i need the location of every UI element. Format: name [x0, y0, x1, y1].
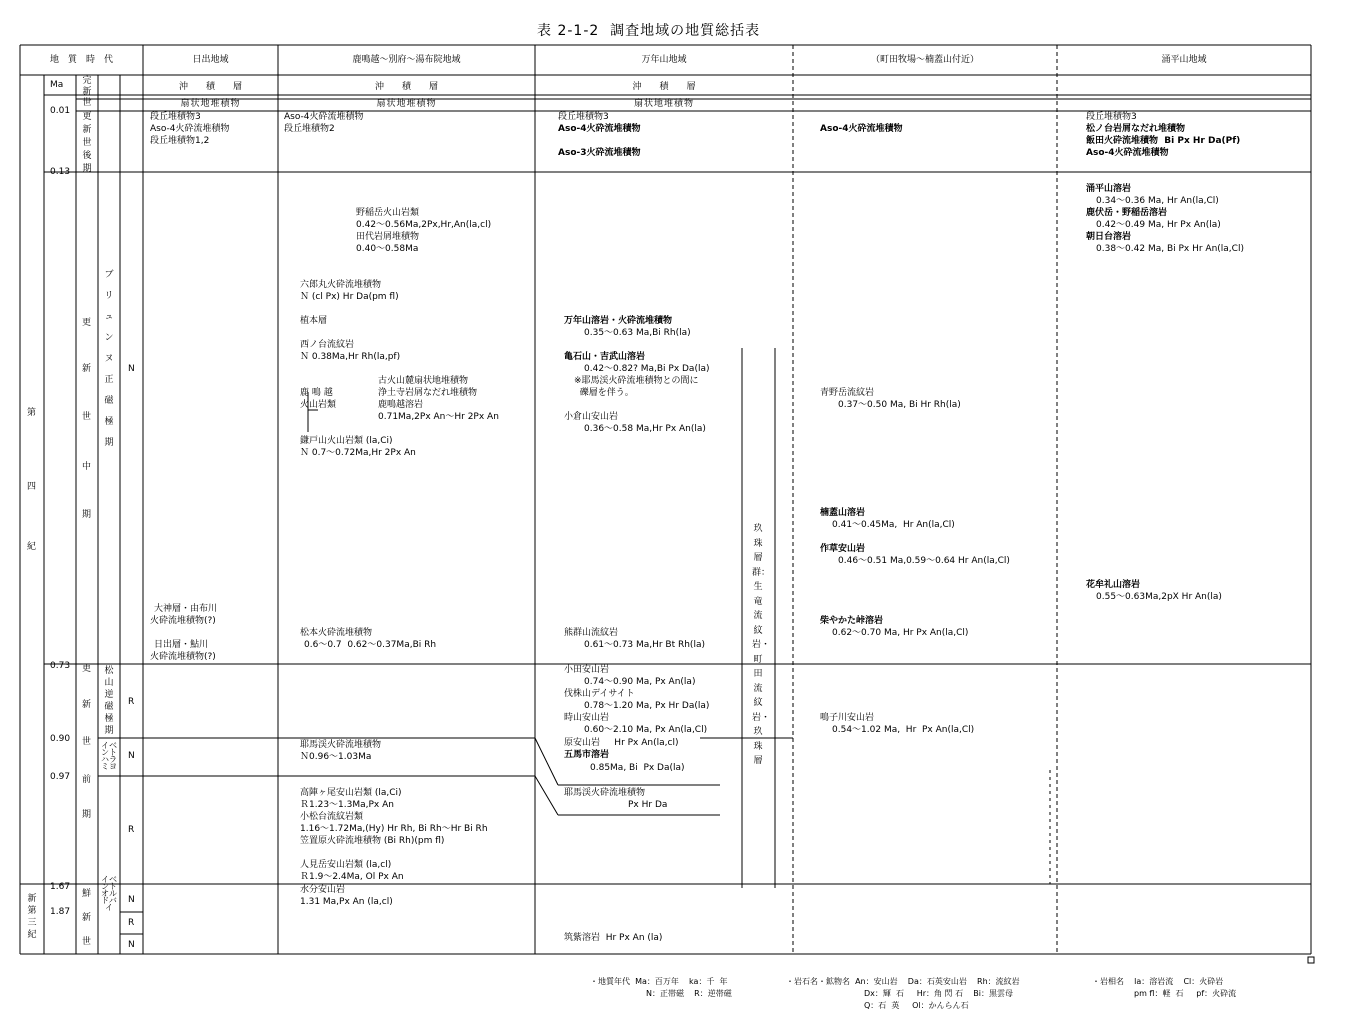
machida-shibayakata-2: 0.62～0.70 Ma, Hr Px An(la,Cl) — [832, 628, 969, 638]
kashima-takanoo-7: 人見岳安山岩類 (la,cl) — [300, 860, 392, 870]
kashima-matsumoto-2: 0.6～0.7 0.62～0.37Ma,Bi Rh — [304, 640, 437, 650]
epoch-early-1: 更 — [82, 664, 92, 674]
header-wakihira: 涌平山地域 — [1161, 55, 1207, 65]
kashima-mizuwake-2: 1.31 Ma,Px An (la,cl) — [300, 897, 393, 907]
header-kashima: 鹿鳴越～別府～湯布院地域 — [352, 55, 461, 65]
epoch-early-3: 世 — [82, 737, 92, 747]
mannen-kameishi-2: 0.42～0.82? Ma,Bi Px Da(la) — [584, 364, 710, 374]
machida-sakuhara-1: 作草安山岩 — [820, 544, 866, 554]
polarity-n-1: N — [128, 364, 135, 374]
mannen-fan: 扇状地堆積物 — [633, 99, 694, 109]
mannen-oda-5: 時山安山岩 — [564, 713, 610, 723]
kashima-yabakei-2: Ｎ0.96～1.03Ma — [300, 752, 372, 762]
wakihira-hanamure-1: 花牟礼山溶岩 — [1086, 580, 1141, 590]
wakihira-terrace-1: 段丘堆積物3 — [1086, 112, 1137, 122]
legend-facies-2: pm fl：軽 石 pf：火砕流 — [1134, 989, 1237, 998]
kashima-nokanedake-3: 田代岩屑堆積物 — [356, 232, 420, 242]
kashima-takanoo-2: Ｒ1.23～1.3Ma,Px An — [300, 800, 394, 810]
magnetic-matuyama: 松山逆磁極期 — [104, 666, 114, 736]
kashima-kanagoe-2: 火山岩類 — [300, 400, 337, 410]
kashima-mizuwake-1: 水分安山岩 — [300, 885, 346, 895]
kashima-matsumoto-1: 松本火砕流堆積物 — [300, 628, 373, 638]
mannen-tsukushi: 筑紫溶岩 Hr Px An (la) — [564, 933, 663, 943]
mannen-terrace-4: Aso-3火砕流堆積物 — [558, 148, 641, 158]
epoch-middle-4: 中 — [82, 462, 92, 472]
machida-sakuhara-2: 0.46～0.51 Ma,0.59～0.64 Hr An(la,Cl) — [838, 556, 1010, 566]
kashima-takanoo-3: 小松台流紋岩類 — [300, 812, 364, 822]
kashima-kanagoe-detail-3: 鹿鳴越溶岩 — [378, 400, 424, 410]
mannen-mannenyama-1: 万年山溶岩・火砕流堆積物 — [564, 316, 673, 326]
hiji-ogami-1: 大神層・由布川 — [154, 604, 218, 614]
header-hiji: 日出地域 — [192, 55, 229, 65]
mannen-kogurayama-1: 小倉山安山岩 — [564, 412, 619, 422]
kashima-nishinodai-1: 西ノ台流紋岩 — [300, 340, 355, 350]
wakihira-lava-2: 0.34～0.36 Ma, Hr An(la,Cl) — [1096, 196, 1219, 206]
mannen-kameishi-3: ※耶馬渓火砕流堆積物との間に — [574, 376, 699, 386]
epoch-early-4: 前 — [82, 775, 92, 785]
period-quaternary-2: 四 — [27, 482, 37, 492]
epoch-middle-5: 期 — [82, 510, 92, 520]
kashima-kamadoyama-2: Ｎ 0.7～0.72Ma,Hr 2Px An — [300, 448, 416, 458]
epoch-early-2: 新 — [82, 700, 92, 710]
legend-age-1: ・地質年代 Ma：百万年 ka：千 年 — [590, 977, 728, 986]
kashima-fan: 扇状地堆積物 — [376, 99, 437, 109]
magnetic-olduvai: イベントオルドバイ — [101, 875, 117, 912]
header-machida: （町田牧場～楠蓋山付近） — [870, 55, 979, 65]
polarity-r-2: R — [128, 825, 135, 835]
wakihira-lava-1: 涌平山溶岩 — [1086, 184, 1132, 194]
page-title: 表 2-1-2 調査地域の地質総括表 — [537, 23, 761, 39]
epoch-middle-3: 世 — [82, 412, 92, 422]
age-0-90: 0.90 — [50, 734, 71, 744]
header-mannen: 万年山地域 — [641, 55, 687, 65]
epoch-pliocene-2: 新 — [82, 913, 92, 923]
mannen-kumamure-2: 0.61～0.73 Ma,Hr Bt Rh(la) — [584, 640, 705, 650]
mannen-terrace-2: Aso-4火砕流堆積物 — [558, 124, 641, 134]
mannen-kogurayama-2: 0.36～0.58 Ma,Hr Px An(la) — [584, 424, 706, 434]
legend-rock-3: Q：石 英 Ol：かんらん石 — [864, 1001, 969, 1010]
hiji-terrace-2: Aso-4火砕流堆積物 — [150, 124, 230, 134]
wakihira-terrace-4: Aso-4火砕流堆積物 — [1086, 148, 1169, 158]
magnetic-brunhes: ブリュンヌ正磁極期 — [104, 270, 114, 448]
wakihira-terrace-3: 飯田火砕流堆積物 Bi Px Hr Da(Pf) — [1086, 136, 1241, 146]
hiji-fan: 扇状地堆積物 — [180, 99, 241, 109]
hiji-formation-2: 火砕流堆積物(?) — [150, 652, 216, 662]
legend-age-2: N：正帯磁 R：逆帯磁 — [646, 989, 732, 998]
epoch-middle-1: 更 — [82, 318, 92, 328]
kashima-nokanedake-1: 野稲岳火山岩類 — [356, 208, 420, 218]
polarity-n-2: N — [128, 751, 135, 761]
mannen-gobaichi-2: 0.85Ma, Bi Px Da(la) — [590, 763, 685, 773]
mannen-oda-7: 原安山岩 Hr Px An(la,cl) — [564, 738, 679, 748]
kashima-alluvium: 沖 積 層 — [374, 82, 438, 92]
hiji-terrace-3: 段丘堆積物1,2 — [150, 136, 210, 146]
mannen-oda-1: 小田安山岩 — [564, 665, 610, 675]
machida-aonodake-2: 0.37～0.50 Ma, Bi Hr Rh(la) — [838, 400, 961, 410]
kashima-nishinodai-2: Ｎ 0.38Ma,Hr Rh(la,pf) — [300, 352, 401, 362]
machida-terrace: Aso-4火砕流堆積物 — [820, 124, 903, 134]
epoch-pliocene-1: 鮮 — [82, 889, 92, 899]
kashima-kamadoyama-1: 鎌戸山火山岩類 (la,Ci) — [300, 436, 393, 446]
mannen-gobaichi-1: 五馬市溶岩 — [564, 750, 610, 760]
machida-nakogawa-2: 0.54～1.02 Ma, Hr Px An(la,Cl) — [832, 725, 975, 735]
mannen-kusu-group: 玖珠層群：生竜流紋岩・町田流紋岩・玖珠層 — [752, 524, 771, 766]
epoch-early-5: 期 — [82, 810, 92, 820]
kashima-nokanedake-4: 0.40～0.58Ma — [356, 244, 419, 254]
wakihira-lava-3: 鹿伏岳・野稲岳溶岩 — [1086, 208, 1168, 218]
period-quaternary-3: 紀 — [27, 542, 37, 552]
wakihira-hanamure-2: 0.55～0.63Ma,2pX Hr An(la) — [1096, 592, 1222, 602]
period-neogene: 新第三紀 — [27, 894, 37, 940]
age-0-13: 0.13 — [50, 167, 71, 177]
mannen-mannenyama-2: 0.35～0.63 Ma,Bi Rh(la) — [584, 328, 691, 338]
kashima-terrace-2: 段丘堆積物2 — [284, 124, 335, 134]
mannen-terrace-1: 段丘堆積物3 — [558, 112, 609, 122]
machida-aonodake-1: 青野岳流紋岩 — [820, 388, 875, 398]
mannen-kameishi-1: 亀石山・吉武山溶岩 — [564, 352, 646, 362]
polarity-n-4: N — [128, 940, 135, 950]
kashima-uemoto: 植本層 — [300, 316, 328, 326]
machida-shibayakata-1: 柴やかた峠溶岩 — [820, 616, 884, 626]
kashima-takanoo-4: 1.16～1.72Ma,(Hy) Hr Rh, Bi Rh～Hr Bi Rh — [300, 824, 488, 834]
wakihira-lava-5: 朝日台溶岩 — [1086, 232, 1132, 242]
legend-rock-2: Dx：輝 石 Hr：角 閃 石 Bi：黒雲母 — [864, 989, 1013, 998]
epoch-middle-2: 新 — [82, 364, 92, 374]
age-0-01: 0.01 — [50, 106, 71, 116]
age-1-87: 1.87 — [50, 907, 71, 917]
kashima-rokuromaru-2: Ｎ (cl Px) Hr Da(pm fl) — [300, 292, 399, 302]
header-era: 地 質 時 代 — [49, 55, 113, 65]
hiji-formation-1: 日出層・鮎川 — [154, 640, 209, 650]
mannen-oda-6: 0.60～2.10 Ma, Px An(la,Cl) — [584, 725, 708, 735]
mannen-kumamure-1: 熊群山流紋岩 — [564, 628, 619, 638]
kashima-terrace-1: Aso-4火砕流堆積物 — [284, 112, 364, 122]
mannen-oda-4: 0.78～1.20 Ma, Px Hr Da(la) — [584, 701, 710, 711]
legend-rock-1: ・岩石名・鉱物名 An：安山岩 Da：石英安山岩 Rh：流紋岩 — [786, 977, 1020, 986]
wakihira-lava-6: 0.38～0.42 Ma, Bi Px Hr An(la,Cl) — [1096, 244, 1244, 254]
kashima-takanoo-8: Ｒ1.9～2.4Ma, Ol Px An — [300, 872, 404, 882]
machida-nakogawa-1: 鳴子川安山岩 — [820, 713, 875, 723]
hiji-alluvium: 沖 積 層 — [178, 82, 242, 92]
kashima-takanoo-5: 笠置原火砕流堆積物 (Bi Rh)(pm fl) — [300, 836, 445, 846]
kashima-kanagoe-detail-2: 浄土寺岩屑なだれ堆積物 — [378, 388, 478, 398]
ma-unit: Ma — [50, 80, 64, 90]
wakihira-lava-4: 0.42～0.49 Ma, Hr Px An(la) — [1096, 220, 1221, 230]
machida-kusufutayama-2: 0.41～0.45Ma, Hr An(la,Cl) — [832, 520, 955, 530]
kashima-kanagoe-1: 鹿 鳴 越 — [300, 388, 333, 398]
mannen-kameishi-4: 礫層を伴う。 — [574, 388, 634, 398]
mannen-alluvium: 沖 積 層 — [632, 82, 696, 92]
wakihira-terrace-2: 松ノ台岩屑なだれ堆積物 — [1086, 124, 1186, 134]
kashima-yabakei-1: 耶馬渓火砕流堆積物 — [300, 740, 382, 750]
polarity-n-3: N — [128, 895, 135, 905]
mannen-yabakei-2: Px Hr Da — [628, 800, 668, 810]
polarity-r-3: R — [128, 918, 135, 928]
epoch-pliocene-3: 世 — [82, 937, 92, 947]
legend-facies-1: ・岩相名 la：溶岩流 Cl：火砕岩 — [1092, 977, 1224, 986]
age-0-73: 0.73 — [50, 661, 71, 671]
period-quaternary-1: 第 — [27, 408, 37, 418]
epoch-holocene: 完新世 — [82, 76, 92, 108]
hiji-terrace-1: 段丘堆積物3 — [150, 112, 201, 122]
kashima-takanoo-1: 高陣ヶ尾安山岩類 (la,Ci) — [300, 788, 402, 798]
mannen-oda-3: 伐株山デイサイト — [564, 689, 635, 699]
mannen-oda-2: 0.74～0.90 Ma, Px An(la) — [584, 677, 696, 687]
hiji-ogami-2: 火砕流堆積物(?) — [150, 616, 216, 626]
polarity-r-1: R — [128, 697, 135, 707]
age-0-97: 0.97 — [50, 772, 71, 782]
machida-kusufutayama-1: 楠蓋山溶岩 — [820, 508, 866, 518]
epoch-late-pleistocene: 更新世後期 — [82, 112, 92, 174]
kashima-kanagoe-detail-4: 0.71Ma,2Px An～Hr 2Px An — [378, 412, 499, 422]
kashima-kanagoe-detail-1: 古火山麓扇状地堆積物 — [378, 376, 469, 386]
magnetic-jaramillo: イベントハラミヨ — [101, 741, 117, 771]
kashima-nokanedake-2: 0.42～0.56Ma,2Px,Hr,An(la,cl) — [356, 220, 492, 230]
kashima-rokuromaru-1: 六郎丸火砕流堆積物 — [300, 280, 382, 290]
age-1-67: 1.67 — [50, 882, 71, 892]
mannen-yabakei-1: 耶馬渓火砕流堆積物 — [564, 788, 646, 798]
